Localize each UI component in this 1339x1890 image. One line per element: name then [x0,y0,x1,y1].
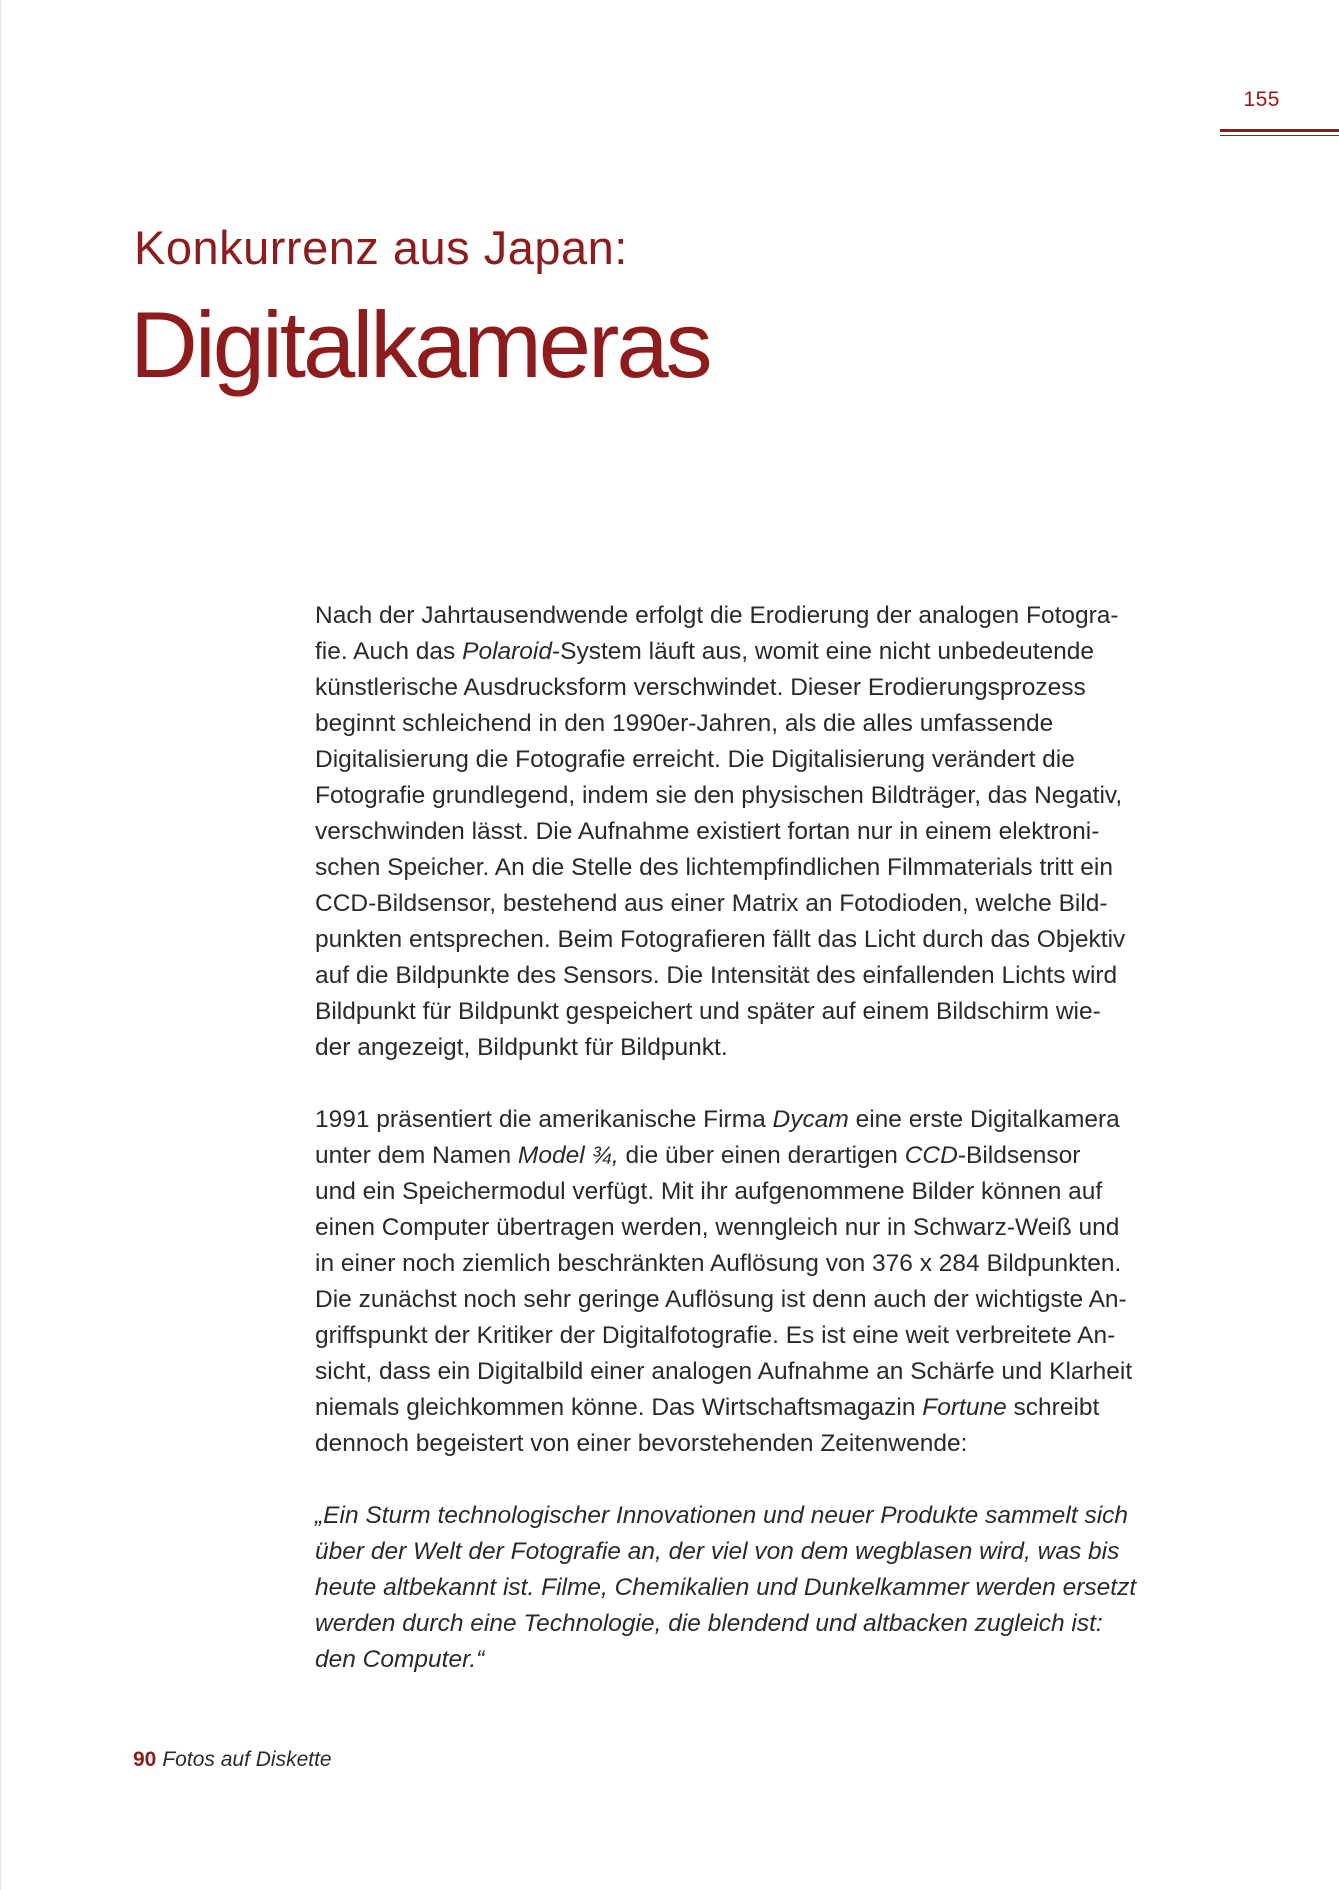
paragraph-2-line-6: Die zunächst noch sehr geringe Auflösung ist denn auch der wichtigste An- [315,1286,1127,1313]
header-rule-thin [1220,135,1339,136]
paragraph-1-line-4: beginnt schleichend in den 1990er-Jahren, als die alles umfassende [315,710,1054,737]
page-edge [0,0,1,1890]
paragraph-1-line-6: Fotografie grundlegend, indem sie den physischen Bildträger, das Negativ, [315,782,1123,809]
italic-term: Fortune [922,1394,1007,1421]
paragraph-2-line-10: dennoch begeistert von einer bevorstehenden Zeitenwende: [315,1430,968,1457]
paragraph-1-line-2: fie. Auch das Polaroid-System läuft aus, womit eine nicht unbedeutende [315,638,1095,665]
footer-book-title: Fotos auf Diskette [162,1748,332,1771]
paragraph-1-line-5: Digitalisierung die Fotografie erreicht. Die Digitalisierung verändert die [315,746,1075,773]
paragraph-2-line-8: sicht, dass ein Digitalbild einer analogen Aufnahme an Schärfe und Klarheit [315,1358,1133,1385]
body-text [315,598,1210,1714]
paragraph-1 [315,598,1210,1066]
paragraph-1-line-13: der angezeigt, Bildpunkt für Bildpunkt. [315,1034,728,1061]
paragraph-1-line-10: punkten entsprechen. Beim Fotografieren fällt das Licht durch das Objektiv [315,926,1126,953]
paragraph-2-line-3: und ein Speichermodul verfügt. Mit ihr aufgenommene Bilder können auf [315,1178,1103,1205]
paragraph-1-line-12: Bildpunkt für Bildpunkt gespeichert und später auf einem Bildschirm wie- [315,998,1101,1025]
paragraph-2-line-9: niemals gleichkommen könne. Das Wirtschaftsmagazin Fortune schreibt [315,1394,1100,1421]
paragraph-1-line-9: CCD-Bildsensor, bestehend aus einer Matrix an Fotodioden, welche Bild- [315,890,1108,917]
page-number: 155 [1243,88,1280,111]
quotation-line-4: werden durch eine Technologie, die blendend und altbacken zugleich ist: [315,1610,1103,1637]
paragraph-2-line-2: unter dem Namen Model ¾, die über einen derartigen CCD-Bildsensor [315,1142,1081,1169]
italic-term: Model ¾, [517,1142,619,1169]
quotation-line-2: über der Welt der Fotografie an, der viel von dem wegblasen wird, was bis [315,1538,1120,1565]
quotation-line-3: heute altbekannt ist. Filme, Chemikalien und Dunkelkammer werden ersetzt [315,1574,1137,1601]
paragraph-2-line-5: in einer noch ziemlich beschränkten Auflösung von 376 x 284 Bildpunkten. [315,1250,1122,1277]
italic-term: Polaroid [462,638,552,665]
paragraph-1-line-8: schen Speicher. An die Stelle des lichtempfindlichen Filmmaterials tritt ein [315,854,1113,881]
footer-page-number: 90 [133,1748,157,1771]
chapter-title: Digitalkameras [130,292,710,397]
paragraph-2-line-1: 1991 präsentiert die amerikanische Firma Dycam eine erste Digitalkamera [315,1106,1120,1133]
paragraph-2 [315,1102,1210,1462]
footer [133,1748,332,1772]
paragraph-1-line-1: Nach der Jahrtausendwende erfolgt die Erodierung der analogen Fotogra- [315,602,1119,629]
paragraph-1-line-11: auf die Bildpunkte des Sensors. Die Intensität des einfallenden Lichts wird [315,962,1118,989]
paragraph-1-line-3: künstlerische Ausdrucksform verschwindet. Dieser Erodierungsprozess [315,674,1086,701]
quotation-line-5: den Computer.“ [315,1646,485,1673]
chapter-kicker: Konkurrenz aus Japan: [134,221,628,274]
italic-term: CCD [904,1142,958,1169]
paragraph-2-line-7: griffspunkt der Kritiker der Digitalfotografie. Es ist eine weit verbreitete An- [315,1322,1116,1349]
quotation-line-1: „Ein Sturm technologischer Innovationen und neuer Produkte sammelt sich [315,1502,1129,1529]
italic-term: Dycam [772,1106,849,1133]
header-rule-thick [1220,129,1339,132]
quotation [315,1498,1210,1678]
paragraph-1-line-7: verschwinden lässt. Die Aufnahme existiert fortan nur in einem elektroni- [315,818,1100,845]
paragraph-2-line-4: einen Computer übertragen werden, wenngleich nur in Schwarz-Weiß und [315,1214,1120,1241]
